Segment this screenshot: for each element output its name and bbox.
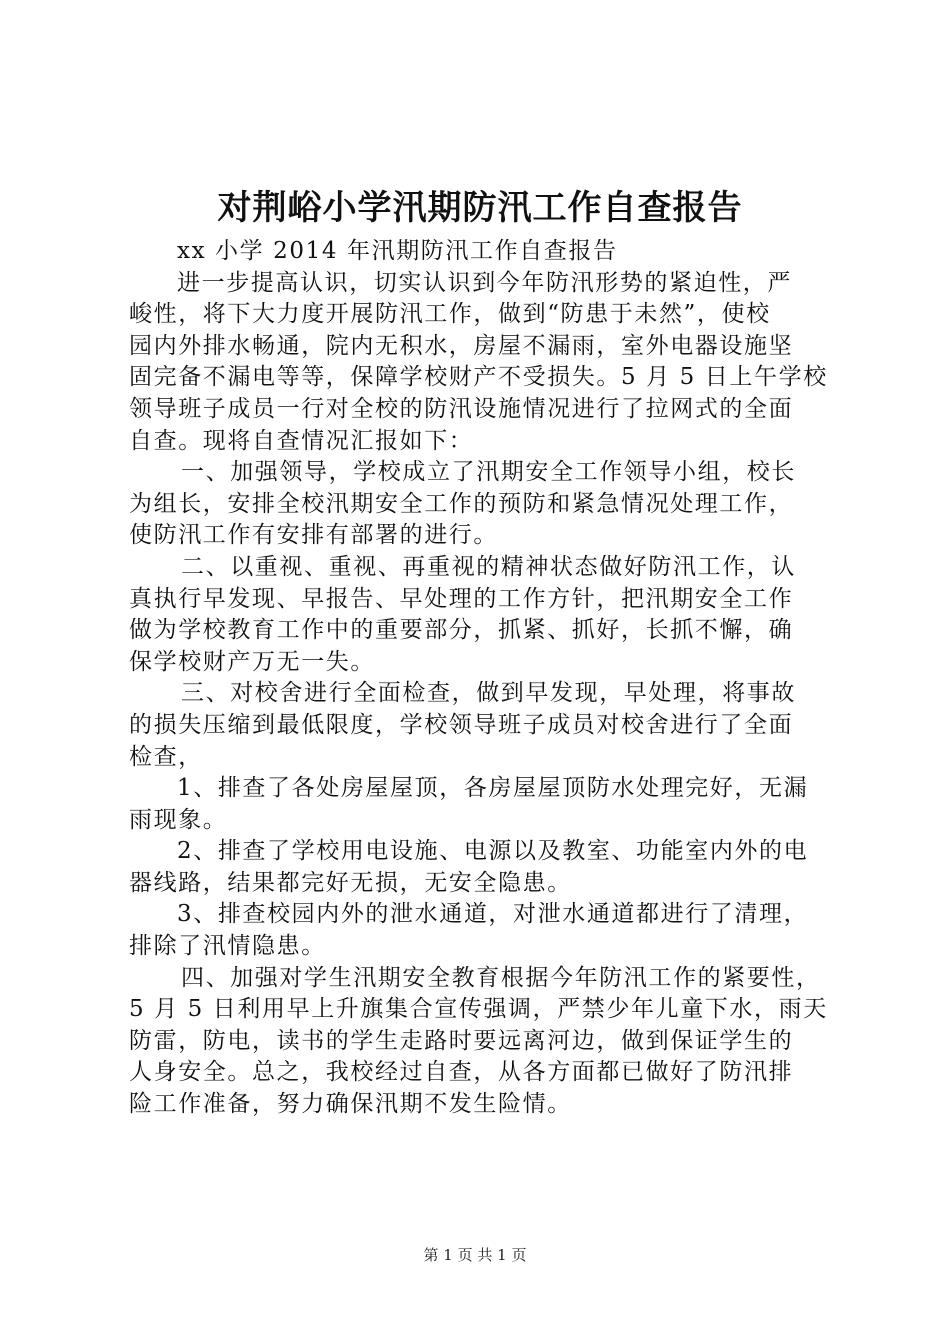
body-line: 领导班子成员一行对全校的防汛设施情况进行了拉网式的全面 bbox=[129, 395, 794, 422]
page-footer: 第 1 页 共 1 页 bbox=[423, 1246, 527, 1264]
body-line: 器线路，结果都完好无损，无安全隐患。 bbox=[129, 869, 572, 896]
body-line: 真执行早发现、早报告、早处理的工作方针，把汛期安全工作 bbox=[129, 585, 794, 612]
body-line: xx 小学 2014 年汛期防汛工作自查报告 bbox=[177, 238, 618, 264]
body-line: 园内外排水畅通，院内无积水，房屋不漏雨，室外电器设施坚 bbox=[129, 332, 794, 359]
body-line: 1、排查了各处房屋屋顶，各房屋屋顶防水处理完好，无漏 bbox=[177, 775, 809, 802]
body-line: 为组长，安排全校汛期安全工作的预防和紧急情况处理工作， bbox=[129, 490, 794, 517]
body-line: 险工作准备，努力确保汛期不发生险情。 bbox=[129, 1091, 572, 1118]
document-title: 对荆峪小学汛期防汛工作自查报告 bbox=[217, 188, 743, 228]
body-line: 一、加强领导，学校成立了汛期安全工作领导小组，校长 bbox=[181, 459, 796, 486]
body-line: 固完备不漏电等等，保障学校财产不受损失。5 月 5 日上午学校 bbox=[129, 364, 828, 391]
body-line: 做为学校教育工作中的重要部分，抓紧、抓好，长抓不懈，确 bbox=[129, 617, 794, 644]
body-line: 防雷，防电，读书的学生走路时要远离河边，做到保证学生的 bbox=[129, 1027, 794, 1054]
body-line: 保学校财产万无一失。 bbox=[129, 648, 375, 675]
body-line: 的损失压缩到最低限度，学校领导班子成员对校舍进行了全面 bbox=[129, 711, 794, 738]
document-body bbox=[129, 236, 829, 1121]
body-line: 三、对校舍进行全面检查，做到早发现，早处理，将事故 bbox=[181, 680, 796, 707]
body-line: 四、加强对学生汛期安全教育根据今年防汛工作的紧要性， bbox=[181, 964, 821, 991]
body-line: 5 月 5 日利用早上升旗集合宣传强调，严禁少年儿童下水，雨天 bbox=[129, 996, 828, 1023]
body-line: 自查。现将自查情况汇报如下： bbox=[129, 427, 474, 454]
body-line: 检查， bbox=[129, 743, 203, 770]
body-line: 峻性，将下大力度开展防汛工作，做到“防患于未然”，使校 bbox=[129, 301, 771, 328]
body-line: 雨现象。 bbox=[129, 806, 228, 833]
body-line: 人身安全。总之，我校经过自查，从各方面都已做好了防汛排 bbox=[129, 1059, 794, 1086]
body-line: 使防汛工作有安排有部署的进行。 bbox=[129, 522, 498, 549]
body-line: 3、排查校园内外的泄水通道，对泄水通道都进行了清理， bbox=[177, 901, 809, 928]
body-line: 二、以重视、重视、再重视的精神状态做好防汛工作，认 bbox=[181, 553, 796, 580]
body-line: 2、排查了学校用电设施、电源以及教室、功能室内外的电 bbox=[177, 838, 809, 865]
body-line: 进一步提高认识，切实认识到今年防汛形势的紧迫性，严 bbox=[177, 269, 792, 296]
body-line: 排除了汛情隐患。 bbox=[129, 933, 326, 960]
